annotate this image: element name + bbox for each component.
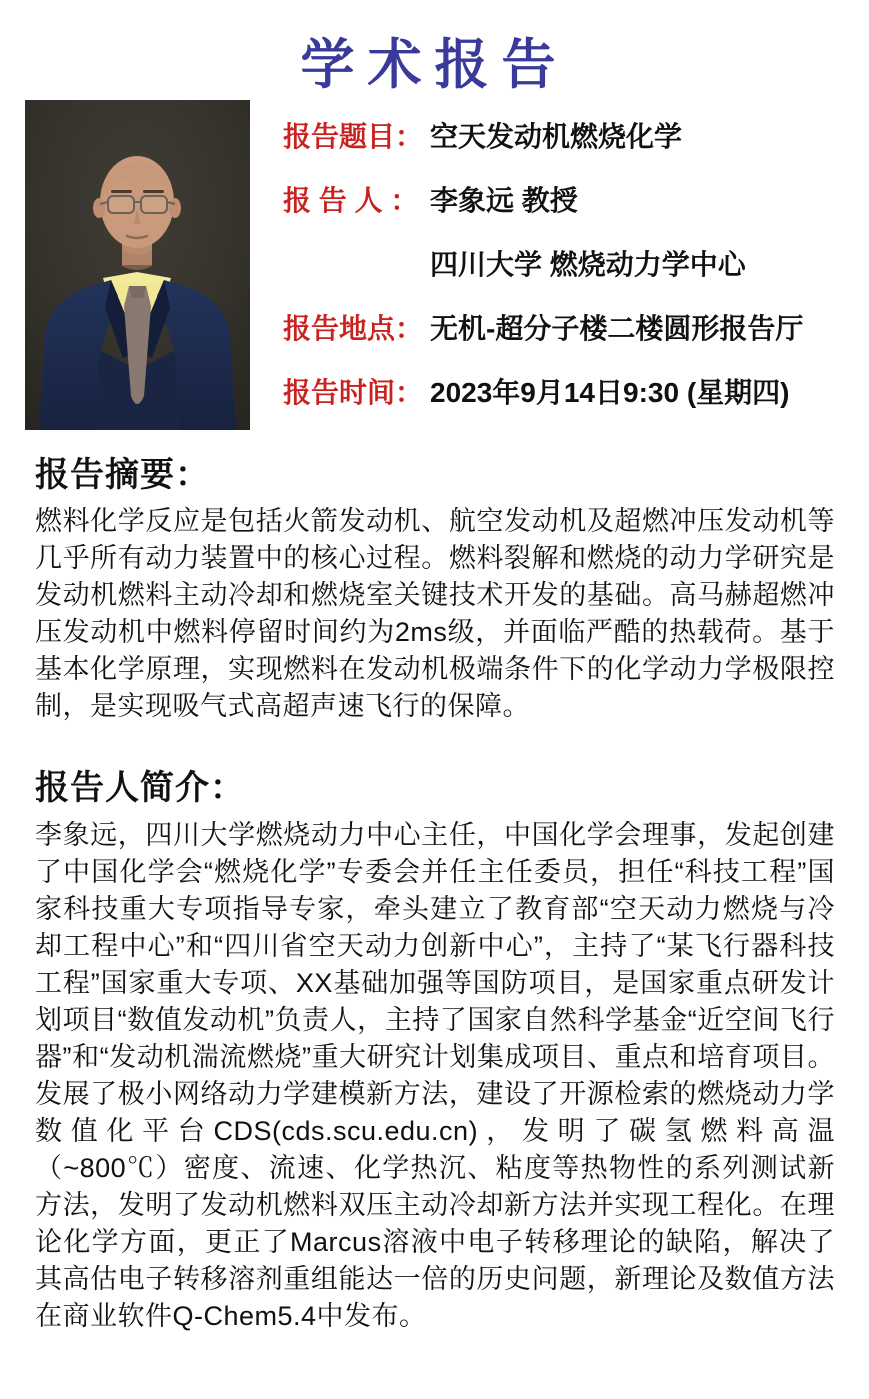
- info-row-location: [283, 314, 843, 343]
- bio-heading: 报告人简介：: [35, 769, 245, 807]
- time-value: 2023年9月14日9:30 (星期四): [430, 377, 790, 408]
- affiliation-value: 四川大学 燃烧动力学中心: [430, 249, 746, 280]
- abstract-body: 燃料化学反应是包括火箭发动机、航空发动机及超燃冲压发动机等几乎所有动力装置中的核心过程。燃料裂解和燃烧的动力学研究是发动机燃料主动冷却和燃烧室关键技术开发的基础。高马赫超燃冲压发动机中燃料停留时间约为2ms级，并面临严酷的热载荷。基于基本化学原理，实现燃料在发动机极端条件下的化学动力学极限控制，是实现吸气式高超声速飞行的保障。: [35, 506, 835, 721]
- location-value: 无机-超分子楼二楼圆形报告厅: [430, 313, 804, 344]
- speaker-portrait-photo: [25, 100, 250, 430]
- topic-value: 空天发动机燃烧化学: [430, 121, 683, 152]
- info-row-affiliation: [283, 250, 843, 279]
- info-row-topic: [283, 122, 843, 151]
- bio-body: 李象远，四川大学燃烧动力中心主任，中国化学会理事，发起创建了中国化学会“燃烧化学”专委会并任主任委员，担任“科技工程”国家科技重大专项指导专家，牵头建立了教育部“空天动力燃烧与冷却工程中心”和“四川省空天动力创新中心”，主持了“某飞行器科技工程”国家重大专项、XX基础加强等国防项目，是国家重点研发计划项目“数值发动机”负责人，主持了国家自然科学基金“近空间飞行器”和“发动机湍流燃烧”重大研究计划集成项目、重点和培育项目。发展了极小网络动力学建模新方法，建设了开源检索的燃烧动力学数值化平台CDS(cds.scu.edu.cn)，发明了碳氢燃料高温（~800℃）密度、流速、化学热沉、粘度等热物性的系列测试新方法，发明了发动机燃料双压主动冷却新方法并实现工程化。在理论化学方面，更正了Marcus溶液中电子转移理论的缺陷，解决了其高估电子转移溶剂重组能达一倍的历史问题，新理论及数值方法在商业软件Q-Chem5.4中发布。: [35, 820, 835, 1331]
- info-row-speaker: [283, 186, 843, 215]
- speaker-portrait-illustration: [25, 100, 250, 430]
- time-label: 报告时间：: [283, 377, 424, 408]
- page-title: 学术报告: [300, 32, 569, 96]
- speaker-value: 李象远 教授: [430, 185, 578, 216]
- speaker-label: 报 告 人 ：: [283, 185, 419, 216]
- location-label: 报告地点：: [283, 313, 424, 344]
- topic-label: 报告题目：: [283, 121, 424, 152]
- info-row-time: [283, 378, 843, 407]
- report-info-list: [283, 122, 843, 442]
- abstract-heading: 报告摘要：: [35, 456, 210, 494]
